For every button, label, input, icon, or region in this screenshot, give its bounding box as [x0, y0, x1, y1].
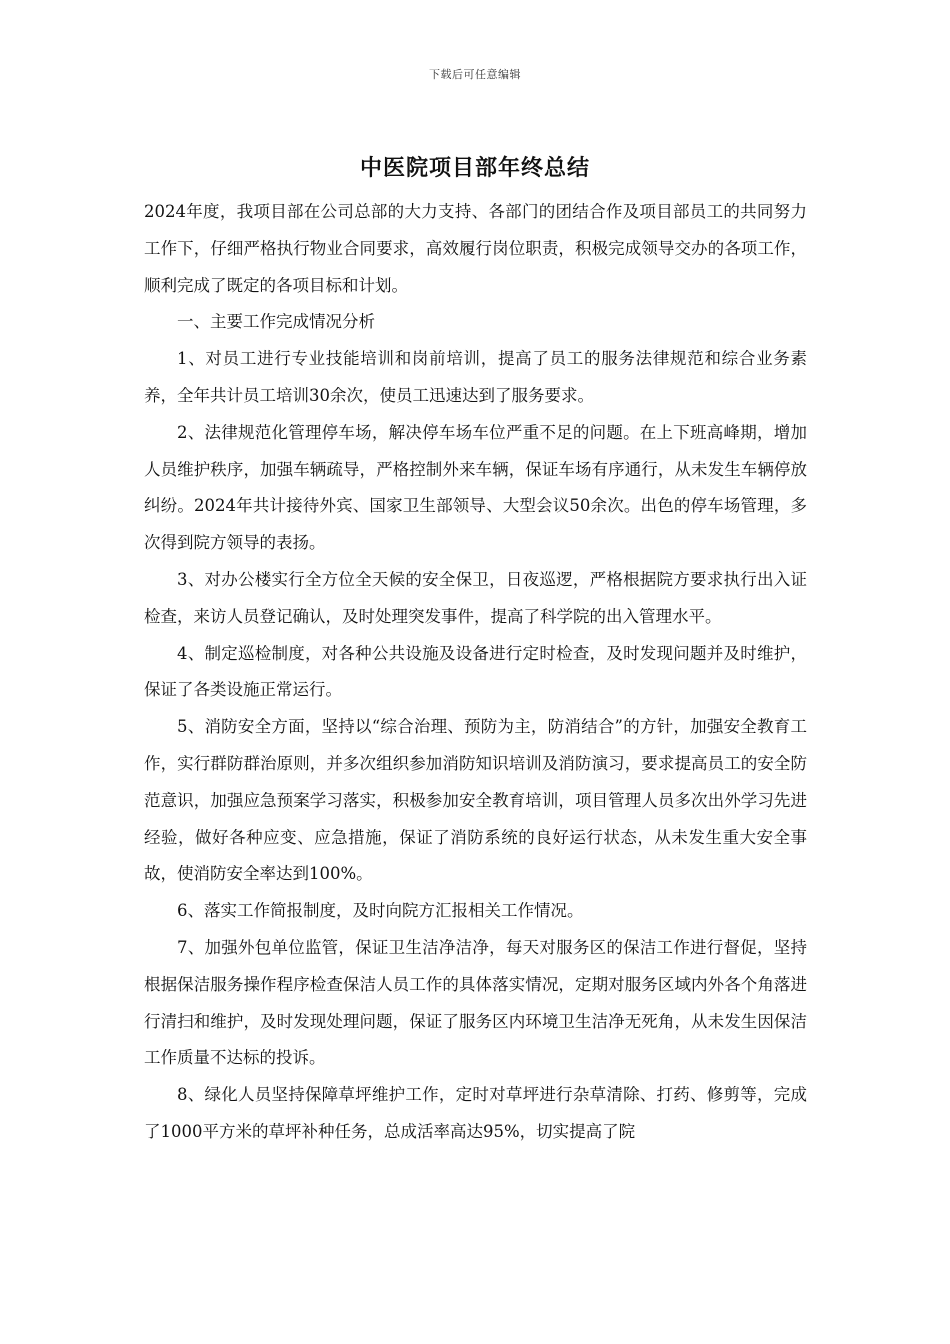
document-body	[144, 194, 807, 1151]
paragraph-item-3: 3、对办公楼实行全方位全天候的安全保卫，日夜巡逻，严格根据院方要求执行出入证检查，来访人员登记确认，及时处理突发事件，提高了科学院的出入管理水平。	[144, 569, 807, 626]
paragraph-intro: 2024年度，我项目部在公司总部的大力支持、各部门的团结合作及项目部员工的共同努力工作下，仔细严格执行物业合同要求，高效履行岗位职责，积极完成领导交办的各项工作，顺利完成了既定的各项目标和计划。	[144, 202, 807, 295]
paragraph-item-2: 2、法律规范化管理停车场，解决停车场车位严重不足的问题。在上下班高峰期，增加人员维护秩序，加强车辆疏导，严格控制外来车辆，保证车场有序通行，从未发生车辆停放纠纷。2024年共计接待外宾、国家卫生部领导、大型会议50余次。出色的停车场管理，多次得到院方领导的表扬。	[144, 422, 807, 553]
section-heading: 一、主要工作完成情况分析	[177, 312, 375, 332]
paragraph-item-8: 8、绿化人员坚持保障草坪维护工作，定时对草坪进行杂草清除、打药、修剪等，完成了1000平方米的草坪补种任务，总成活率高达95%，切实提高了院	[144, 1085, 807, 1141]
paragraph-item-5: 5、消防安全方面，坚持以“综合治理、预防为主，防消结合”的方针，加强安全教育工作，实行群防群治原则，并多次组织参加消防知识培训及消防演习，要求提高员工的安全防范意识，加强应急预案学习落实，积极参加安全教育培训，项目管理人员多次出外学习先进经验，做好各种应变、应急措施，保证了消防系统的良好运行状态，从未发生重大安全事故，使消防安全率达到100%。	[144, 717, 807, 884]
paragraph-item-1: 1、对员工进行专业技能培训和岗前培训，提高了员工的服务法律规范和综合业务素养，全年共计员工培训30余次，使员工迅速达到了服务要求。	[144, 349, 807, 405]
paragraph-item-7: 7、加强外包单位监管，保证卫生洁净洁净，每天对服务区的保洁工作进行督促，坚持根据保洁服务操作程序检查保洁人员工作的具体落实情况，定期对服务区域内外各个角落进行清扫和维护，及时发现处理问题，保证了服务区内环境卫生洁净无死角，从未发生因保洁工作质量不达标的投诉。	[144, 937, 807, 1068]
paragraph-item-6: 6、落实工作简报制度，及时向院方汇报相关工作情况。	[177, 901, 584, 921]
header-note: 下载后可任意编辑	[429, 68, 521, 81]
paragraph-item-4: 4、制定巡检制度，对各种公共设施及设备进行定时检查，及时发现问题并及时维护，保证了各类设施正常运行。	[144, 643, 807, 700]
document-title: 中医院项目部年终总结	[359, 155, 590, 181]
